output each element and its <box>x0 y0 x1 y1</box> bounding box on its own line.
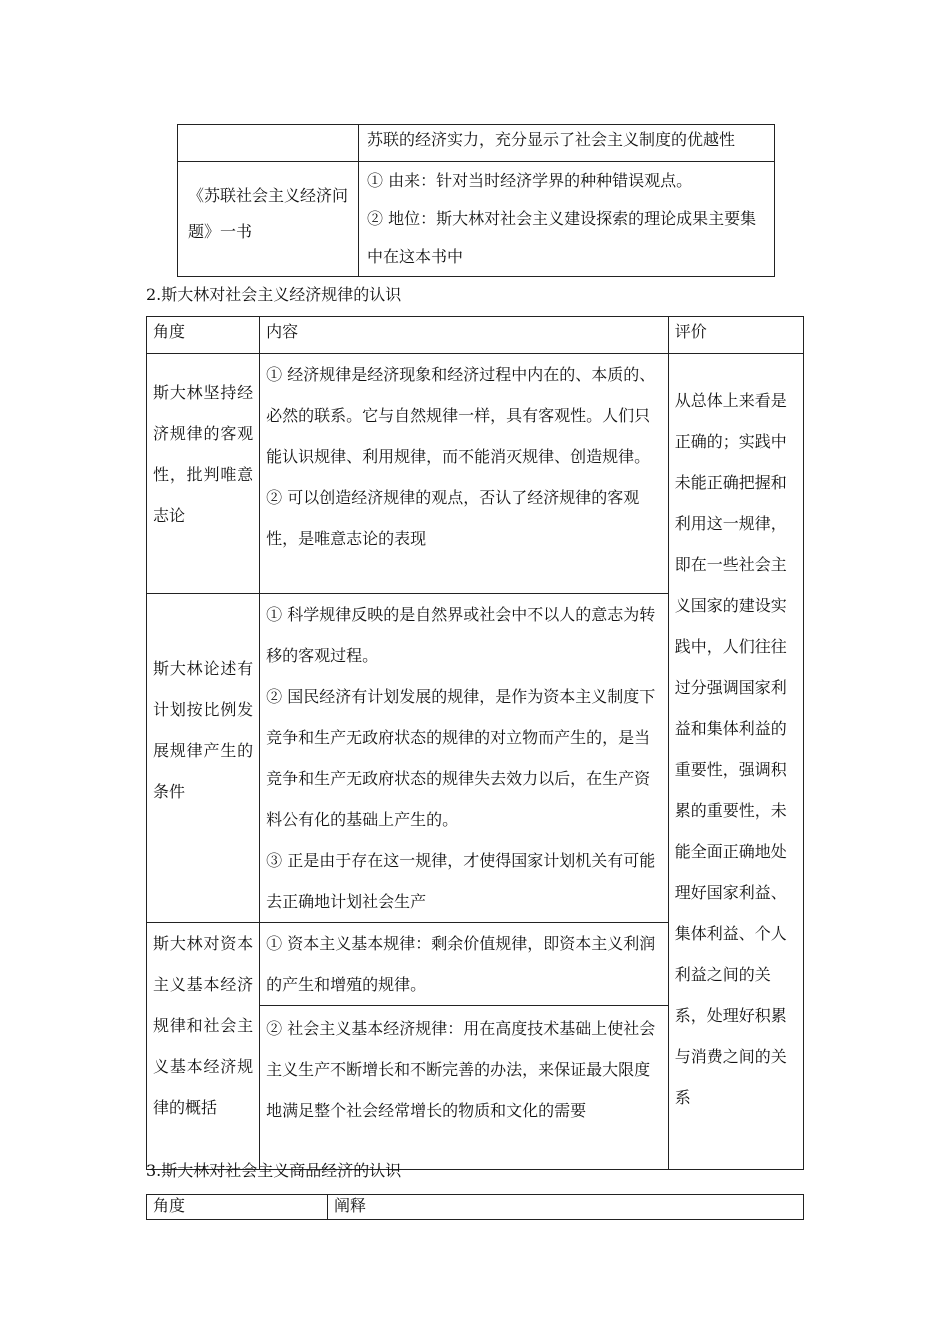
table-cell <box>178 162 359 277</box>
column-header-angle: 角度 <box>147 317 260 354</box>
table-cell <box>359 162 775 277</box>
table-header-row <box>147 317 804 354</box>
table-row <box>147 354 804 594</box>
section-heading: 2.斯大林对社会主义经济规律的认识 <box>146 285 402 304</box>
table-row <box>178 125 775 162</box>
column-header-content: 内容 <box>260 317 669 354</box>
table-cell-evaluation: 从总体上来看是正确的；实践中未能正确把握和利用这一规律，即在一些社会主义国家的建设实践中，人们往往过分强调国家利益和集体利益的重要性，强调积累的重要性，未能全面正确地处理好国家利益、集体利益、个人利益之间的关系，处理好积累与消费之间的关系 <box>668 354 803 1170</box>
book-title-text: 《苏联社会主义经济问题》一书 <box>188 186 349 241</box>
origin-text: ① 由来：针对当时经济学界的种种错误观点。 <box>367 171 693 190</box>
table-cell: 苏联的经济实力，充分显示了社会主义制度的优越性 <box>359 125 775 162</box>
table-commodity-economy <box>146 1194 804 1220</box>
table-cell-empty <box>178 125 359 162</box>
section-heading: 3.斯大林对社会主义商品经济的认识 <box>146 1161 402 1180</box>
column-header-angle: 角度 <box>147 1195 328 1220</box>
table-cell-content: ① 经济规律是经济现象和经济过程中内在的、本质的、必然的联系。它与自然规律一样，具有客观性。人们只能认识规律、利用规律，而不能消灭规律、创造规律。 ② 可以创造经济规律的观点，否认了经济规律的客观性，是唯意志论的表现 <box>260 354 669 594</box>
column-header-evaluation: 评价 <box>668 317 803 354</box>
table-header-row <box>147 1195 804 1220</box>
table-cell-angle: 斯大林对资本主义基本经济规律和社会主义基本经济规律的概括 <box>147 923 260 1170</box>
table-row <box>178 162 775 277</box>
table-cell-angle: 斯大林论述有计划按比例发展规律产生的条件 <box>147 594 260 923</box>
table-stalin-theory-continued <box>177 124 775 277</box>
status-text: ② 地位：斯大林对社会主义建设探索的理论成果主要集中在这本书中 <box>367 209 757 266</box>
table-cell-content: ② 社会主义基本经济规律：用在高度技术基础上使社会主义生产不断增长和不断完善的办法，来保证最大限度地满足整个社会经常增长的物质和文化的需要 <box>260 1006 669 1170</box>
column-header-explanation: 阐释 <box>328 1195 804 1220</box>
table-cell-angle: 斯大林坚持经济规律的客观性，批判唯意志论 <box>147 354 260 594</box>
table-economic-laws <box>146 316 804 1170</box>
table-cell-content: ① 资本主义基本规律：剩余价值规律，即资本主义利润的产生和增殖的规律。 <box>260 923 669 1006</box>
table-cell-content: ① 科学规律反映的是自然界或社会中不以人的意志为转移的客观过程。 ② 国民经济有计划发展的规律，是作为资本主义制度下竞争和生产无政府状态的规律的对立物而产生的，是当竞争和生产无政府状态的规律失去效力以后，在生产资料公有化的基础上产生的。 ③ 正是由于存在这一规律，才使得国家计划机关有可能去正确地计划社会生产 <box>260 594 669 923</box>
